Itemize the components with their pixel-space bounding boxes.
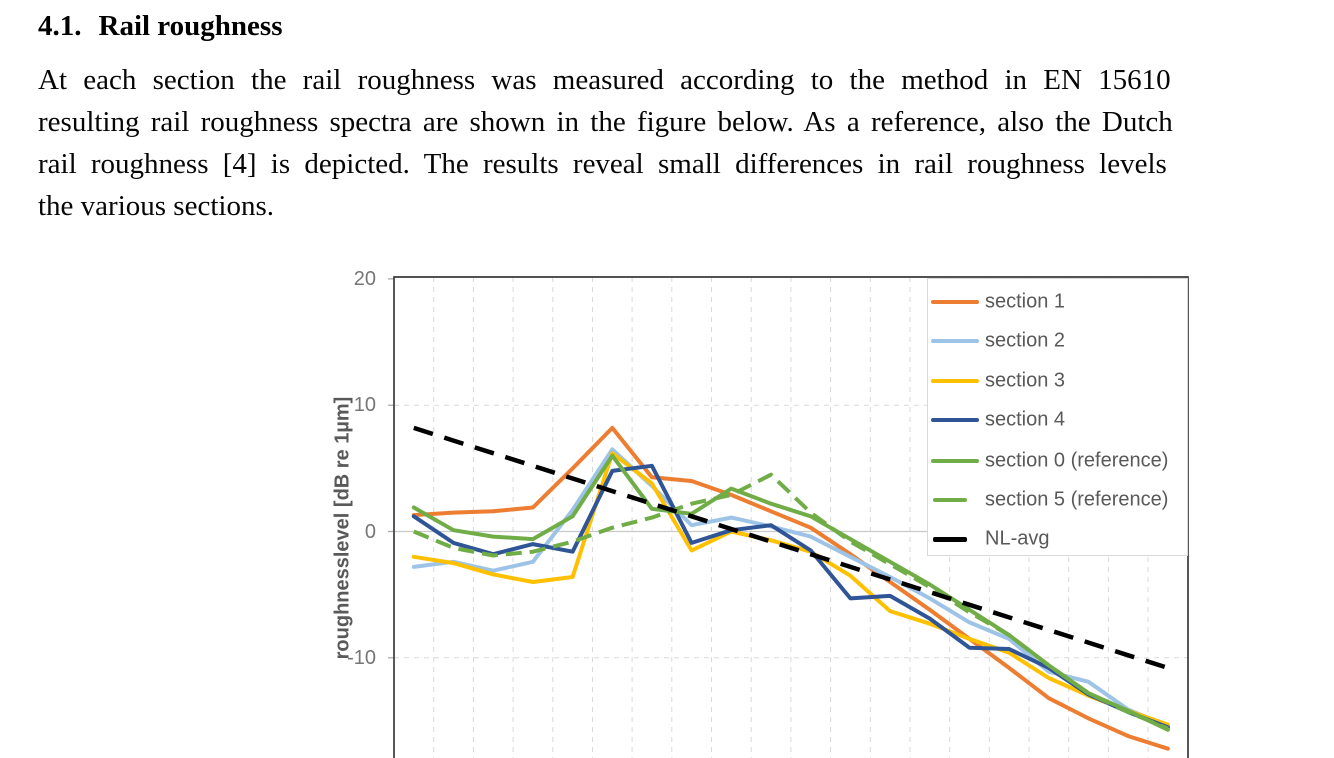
legend-line-sample xyxy=(933,498,967,502)
paragraph-line: At each section the rail roughness was measured according to the method in EN 15610 xyxy=(38,64,1171,96)
section-heading xyxy=(38,10,282,43)
y-tick-label: 10 xyxy=(353,394,376,417)
y-tick-label: 20 xyxy=(353,267,376,290)
legend-line-sample xyxy=(931,459,979,463)
legend-label: section 5 (reference) xyxy=(985,488,1169,511)
legend-line-sample xyxy=(931,379,979,383)
legend-line-sample xyxy=(931,339,979,343)
y-tick-label: -10 xyxy=(347,646,376,669)
legend-label: section 2 xyxy=(985,329,1066,352)
paragraph-line: resulting rail roughness spectra are shown in the figure below. As a reference, also the Dutch xyxy=(38,106,1173,138)
y-axis-title: roughnesslevel [dB re 1µm] xyxy=(331,396,354,660)
legend-line-sample xyxy=(931,418,979,422)
legend-label: section 1 xyxy=(985,290,1066,312)
paragraph-line: rail roughness [4] is depicted. The results reveal small differences in rail roughness levels xyxy=(38,148,1167,180)
section-heading-number: 4.1. xyxy=(38,10,82,42)
legend-label: section 0 (reference) xyxy=(985,449,1169,472)
paragraph-line: the various sections. xyxy=(38,190,274,222)
legend-label: NL-avg xyxy=(985,527,1050,550)
section-heading-title: Rail roughness xyxy=(98,10,283,42)
chart-legend xyxy=(927,278,1188,556)
y-tick-label: 0 xyxy=(364,520,376,543)
legend-label: section 3 xyxy=(985,369,1066,391)
legend-label: section 4 xyxy=(985,408,1066,431)
legend-line-sample xyxy=(933,537,967,542)
legend-line-sample xyxy=(931,300,979,304)
